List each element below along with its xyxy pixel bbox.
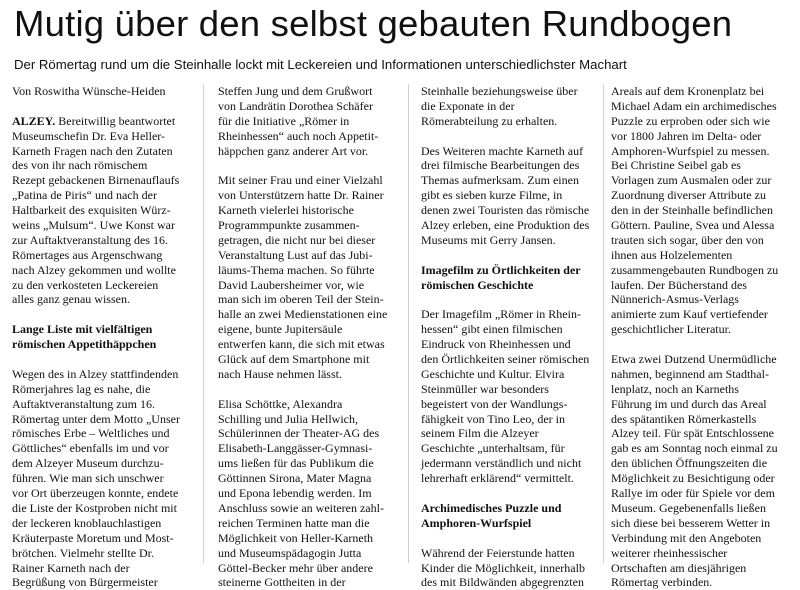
body-text-line: die Liste der Kostproben nicht mit [12,500,177,515]
body-text-line: Göttinnen Sirona, Mater Magna [218,471,372,486]
body-text-line: der leckeren knoblauchlastigen [12,515,162,530]
body-text-line: von Unterstützern hatte Dr. Rainer [218,188,384,203]
body-text-line: halle an zwei Medienstationen eine [218,307,388,322]
section-heading-line: Imagefilm zu Örtlichkeiten der [421,262,581,277]
body-text-line: Steinhalle beziehungsweise über [421,84,578,98]
paragraph-gap [421,486,597,501]
body-text-line: den Örtlichkeiten seiner römischen [421,352,590,367]
paragraph-gap [218,382,394,397]
body-text-line: Museums mit Gerry Jansen. [421,232,556,247]
article-headline: Mutig über den selbst gebauten Rundbogen [14,3,733,44]
body-text-line: Nünnerich-Asmus-Verlags [611,292,739,307]
body-text-line: hessen“ gibt einen filmischen [421,322,563,337]
body-text-line: Geschichte „unterhaltsam, für [421,441,565,456]
body-text-line: des von ihr nach römischem [12,158,148,173]
body-text-line: römisches Erbe – Weltliches und [12,426,170,441]
body-text-line: Begrüßung von Bürgermeister [12,575,158,590]
body-text-line: reichen Terminen hatte man die [218,515,370,530]
body-text-line: vor 1800 Jahren im Delta- oder [611,128,762,143]
section-heading-line: Amphoren-Wurfspiel [421,515,532,530]
body-text-line: lenplatz, noch an Karneths [611,381,739,396]
body-text-line: ihnen aus Holzelementen [611,247,733,262]
body-text-line: den in der Steinhalle befindlichen [611,203,773,218]
body-text-line: gab es am Sonntag noch einmal zu [611,441,778,456]
body-text-line: Kräuterpaste Moretum und Most- [12,530,174,545]
body-text-line: Verbindung mit den Angeboten [611,530,762,545]
body-text-line: Karneth Fragen nach den Zutaten [12,143,173,158]
body-text-line: brötchen. Vielmehr stellte Dr. [12,545,155,560]
paragraph-gap [421,531,597,546]
article-column-2 [218,84,394,590]
body-text-line: Veranstaltung Lust auf das Jubi- [218,247,373,262]
body-text-line: trauten sich sogar, über den von [611,232,764,247]
body-text-line: Michael Adam ein archimedisches [611,98,777,113]
body-text-line: weiterer rheinhessischer [611,545,728,560]
article-subheadline: Der Römertag rund um die Steinhalle lockt mit Leckereien und Informationen unterschiedlichster Machart [14,57,627,72]
body-text-line: des spätantiken Römerkastells [611,411,757,426]
body-text-line: getragen, die nicht nur bei dieser [218,232,376,247]
body-text-line: sich diese bei besserem Wetter in [611,515,771,530]
body-text-line: Ortschaften am diesjährigen [611,560,747,575]
section-heading-line: römischen Appetithäppchen [12,337,157,352]
body-text-line: Bei Christine Seibel gab es [611,158,741,173]
body-text-line: Möglichkeit von Heller-Karneth [218,530,374,545]
body-text-line: ums ließen für das Publikum die [218,456,374,471]
body-text-line: zur Auftaktveranstaltung des 16. [12,232,168,247]
body-text-line: Etwa zwei Dutzend Unermüdliche [611,352,777,367]
body-text-line: Göttliches“ ebenfalls im und vor [12,441,169,456]
body-text-line: und Epona lebendig werden. Im [218,486,372,501]
body-text-line: dem Alzeyer Museum durchzu- [12,456,164,471]
body-text-line: Auftaktveranstaltung zum 16. [12,396,155,411]
body-text-line: für die Initiative „Römer in [218,113,350,128]
body-text-line: Themas aufmerksam. Zum einen [421,173,579,188]
body-text-line: Areals auf dem Kronenplatz bei [611,84,765,98]
body-text-line: Anschluss sowie an weiteren zahl- [218,500,384,515]
body-text-line: jedermann verständlich und nicht [421,456,582,471]
paragraph-gap [421,292,597,307]
body-text-line: Eindruck von Rheinhessen und [421,337,571,352]
body-text-line: Göttel-Becker mehr über andere [218,560,373,575]
body-text-line: laufen. Der Bücherstand des [611,277,747,292]
body-text-line: des mit Bildwänden abgegrenzten [421,575,584,590]
body-text-line: Römertag verbinden. [611,575,713,590]
body-text-line: Geschichte und Kultur. Elvira [421,366,565,381]
body-text-line: eigene, bunte Jupitersäule [218,322,343,337]
body-text-line: denen zwei Touristen das römische [421,203,590,218]
paragraph-gap [611,337,791,352]
body-text-line: Römertages aus Argenschwang [12,247,163,262]
body-text-line: Rallye im oder für Spiele vor dem [611,486,775,501]
body-text-line: alles ganz genau wissen. [12,292,130,307]
body-text-line: von Landrätin Dorothea Schäfer [218,98,373,113]
body-text-line: geschichtlicher Literatur. [611,322,731,337]
body-text-line: Wegen des in Alzey stattfindenden [12,366,179,381]
body-text-line: Museumschefin Dr. Eva Heller- [12,128,166,143]
body-text-line: zusammengebauten Rundbogen zu [611,262,779,277]
body-text-line: drei filmische Bearbeitungen des [421,158,580,173]
body-text-line: den üblichen Öffnungszeiten die [611,456,768,471]
body-text-line: Schilling und Julia Hellwich, [218,411,358,426]
body-text-segment: Bereitwillig beantwortet [55,113,176,128]
body-text-line: führen. Wie man sich unschwer [12,471,164,486]
body-text-line: Puzzle zu erproben oder sich wie [611,113,770,128]
paragraph-gap [218,158,394,173]
body-text-line: nahmen, beginnend am Stadthal- [611,366,769,381]
body-text-line: Vorlagen zum Ausmalen oder zur [611,173,772,188]
body-text-line: Amphoren-Wurfspiel zu messen. [611,143,770,158]
body-text-line: nach Hause nehmen lässt. [218,366,342,381]
body-text-line: zu den verkosteten Leckereien [12,277,159,292]
body-text-line: läums-Thema machen. So führte [218,262,375,277]
section-heading-line: Lange Liste mit vielfältigen [12,322,153,337]
article-column-3 [421,84,597,590]
body-text-line: seinem Film die Alzeyer [421,426,539,441]
body-text-line: Römertag unter dem Motto „Unser [12,411,180,426]
body-text-line: Alzey erleben, eine Produktion des [421,218,590,233]
body-text-line: Möglichkeit zu Besichtigung oder [611,471,775,486]
body-text-line: „Patina de Piris“ und nach der [12,188,157,203]
body-text-line: animierte zum Kauf vertiefender [611,307,768,322]
body-text-line: gibt es sieben kurze Filme, in [421,188,563,203]
body-text-line: Steinmüller war besonders [421,381,549,396]
article-column-4 [611,84,791,590]
body-text-line: Während der Feierstunde hatten [421,545,575,560]
body-text-line: Rheinhessen“ auch noch Appetit- [218,128,379,143]
body-text-line: häppchen ganz anderer Art vor. [218,143,369,158]
body-text-line: die Exponate in der [421,98,515,113]
body-text-line: Programmpunkte zusammen- [218,218,360,233]
body-text-line: lehrerhaft erklärend“ vermittelt. [421,471,574,486]
body-text-line: Rezept gebackenen Birnenauflaufs [12,173,180,188]
paragraph-gap [12,307,190,322]
body-text-line: Zuordnung diverser Attribute zu [611,188,766,203]
body-text-line: man sich im oberen Teil der Stein- [218,292,384,307]
body-text-line: nach Alzey gekommen und wollte [12,262,176,277]
column-divider [408,84,409,563]
body-text-line: Steffen Jung und dem Grußwort [218,84,373,98]
body-text-line: Von Roswitha Wünsche-Heiden [12,84,166,98]
paragraph-gap [421,129,597,144]
body-text-line: Römerabteilung zu erhalten. [421,113,558,128]
body-text-line [12,114,190,129]
body-text-line: begeistert von der Wandlungs- [421,396,568,411]
body-text-line: Mit seiner Frau und einer Vielzahl [218,173,383,188]
body-text-line: steinerne Gottheiten in der [218,575,346,590]
paragraph-gap [12,352,190,367]
body-text-line: vor Ort überzeugen konnte, endete [12,486,179,501]
paragraph-gap [12,99,190,114]
section-heading-line: Archimedisches Puzzle und [421,500,562,515]
body-text-line: weins „Mulsum“. Uwe Konst war [12,218,175,233]
body-text-line: Göttern. Pauline, Svea und Alessa [611,218,775,233]
section-heading-line: römischen Geschichte [421,277,534,292]
body-text-line: David Laubersheimer vor, wie [218,277,365,292]
body-text-line: Führung im und durch das Areal [611,396,767,411]
body-text-line: Alzey teil. Für spät Entschlossene [611,426,774,441]
body-text-line: Rainer Karneth nach der [12,560,130,575]
body-text-line: Glück auf dem Smartphone mit [218,352,370,367]
dateline-city: ALZEY. [12,113,56,128]
body-text-line: fähigkeit von Tino Leo, der in [421,411,565,426]
body-text-line: entwerfen kann, die sich mit etwas [218,337,385,352]
body-text-line: Römerjahres lag es nahe, die [12,381,151,396]
body-text-line: Schülerinnen der Theater-AG des [218,426,380,441]
body-text-line: Karneth vielerlei historische [218,203,354,218]
paragraph-gap [421,248,597,263]
body-text-line: Des Weiteren machte Karneth auf [421,143,584,158]
column-divider [203,84,204,563]
body-text-line: Elisabeth-Langgässer-Gymnasi- [218,441,373,456]
article-column-1 [12,84,190,590]
column-divider [603,84,604,563]
body-text-line: Museum. Gegebenenfalls ließen [611,500,766,515]
body-text-line: Der Imagefilm „Römer in Rhein- [421,307,581,322]
body-text-line: Elisa Schöttke, Alexandra [218,396,343,411]
body-text-line: Haltbarkeit des exquisiten Würz- [12,203,171,218]
body-text-line: und Museumspädagogin Jutta [218,545,362,560]
body-text-line: Kinder die Möglichkeit, innerhalb [421,560,585,575]
